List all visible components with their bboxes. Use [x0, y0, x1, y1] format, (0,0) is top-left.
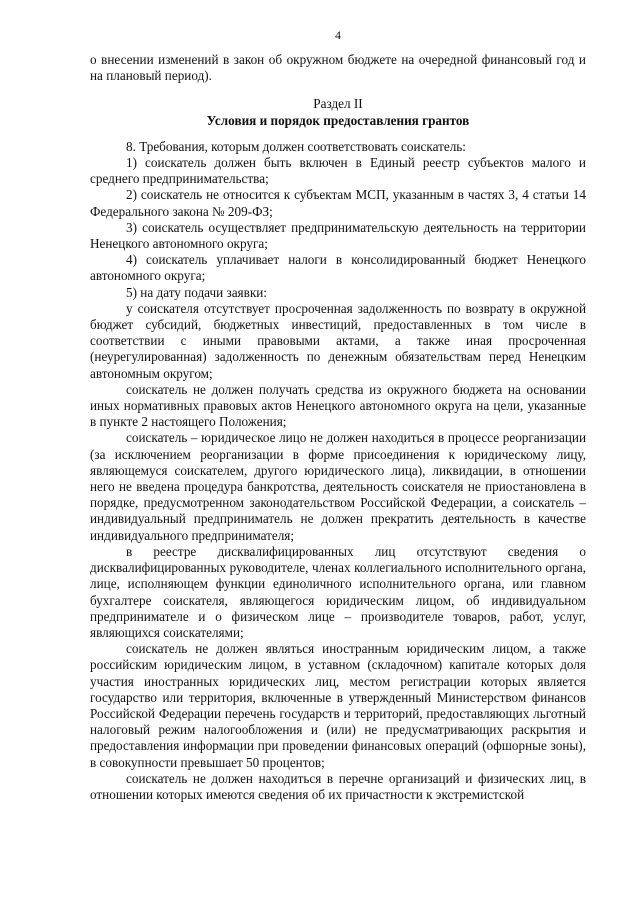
paragraph-item-4: 4) соискатель уплачивает налоги в консолидированный бюджет Ненецкого автономного округа;	[90, 252, 586, 284]
paragraph-item-5: 5) на дату подачи заявки:	[126, 284, 267, 300]
page-number: 4	[335, 28, 341, 42]
paragraph-not-foreign-entity: соискатель не должен являться иностранным юридическим лицом, а также российским юридическим лицом, в уставном (складочном) капитале которых доля участия иностранных юридических лиц, местом регистрации которых является государство или территория, включенные в утвержденный Министерством финансов Российской Федерации перечень государств и территорий, предоставляющих льготный налоговый режим налогообложения и (или) не предусматривающих раскрытия и предоставления информации при проведении финансовых операций (офшорные зоны), в совокупности превышает 50 процентов;	[90, 641, 586, 770]
section-label: Раздел II	[313, 96, 363, 112]
paragraph-requirements-intro: 8. Требования, которым должен соответствовать соискатель:	[126, 138, 466, 154]
document-body	[90, 52, 586, 803]
paragraph-no-debt: у соискателя отсутствует просроченная задолженность по возврату в окружной бюджет субсидий, бюджетных инвестиций, предоставленных в том числе в соответствии с иными правовыми актами, а также иная просроченная (неурегулированная) задолженность по денежным обязательствам перед Ненецким автономным округом;	[90, 300, 586, 381]
intro-continuation: о внесении изменений в закон об окружном бюджете на очередной финансовый год и на плановый период).	[90, 52, 586, 84]
paragraph-no-other-funds: соискатель не должен получать средства из окружного бюджета на основании иных нормативных правовых актов Ненецкого автономного округа на цели, указанные в пункте 2 настоящего Положения;	[90, 381, 586, 430]
section-title: Условия и порядок предоставления грантов	[206, 112, 470, 128]
paragraph-extremist-list: соискатель не должен находиться в перечне организаций и физических лиц, в отношении которых имеются сведения об их причастности к экстремистской	[90, 770, 586, 802]
paragraph-item-1: 1) соискатель должен быть включен в Единый реестр субъектов малого и среднего предпринимательства;	[90, 155, 586, 187]
paragraph-item-2: 2) соискатель не относится к субъектам МСП, указанным в частях 3, 4 статьи 14 Федерального закона № 209-ФЗ;	[90, 187, 586, 219]
paragraph-item-3: 3) соискатель осуществляет предпринимательскую деятельность на территории Ненецкого автономного округа;	[90, 219, 586, 252]
paragraph-disqualified-registry: в реестре дисквалифицированных лиц отсутствуют сведения о дисквалифицированных руководителе, членах коллегиального исполнительного органа, лице, исполняющем функции единоличного исполнительного органа, или главном бухгалтере соискателя, являющегося юридическим лицом, об индивидуальном предпринимателе и о физическом лице – производителе товаров, работ, услуг, являющихся соискателями;	[90, 543, 586, 640]
paragraph-no-reorganization: соискатель – юридическое лицо не должен находиться в процессе реорганизации (за исключением реорганизации в форме присоединения к юридическому лицу, являющемуся соискателем, другого юридического лица), ликвидации, в отношении него не введена процедура банкротства, деятельность соискателя не приостановлена в порядке, предусмотренном законодательством Российской Федерации, а соискатель – индивидуальный предприниматель не должен прекратить деятельность в качестве индивидуального предпринимателя;	[90, 430, 586, 543]
